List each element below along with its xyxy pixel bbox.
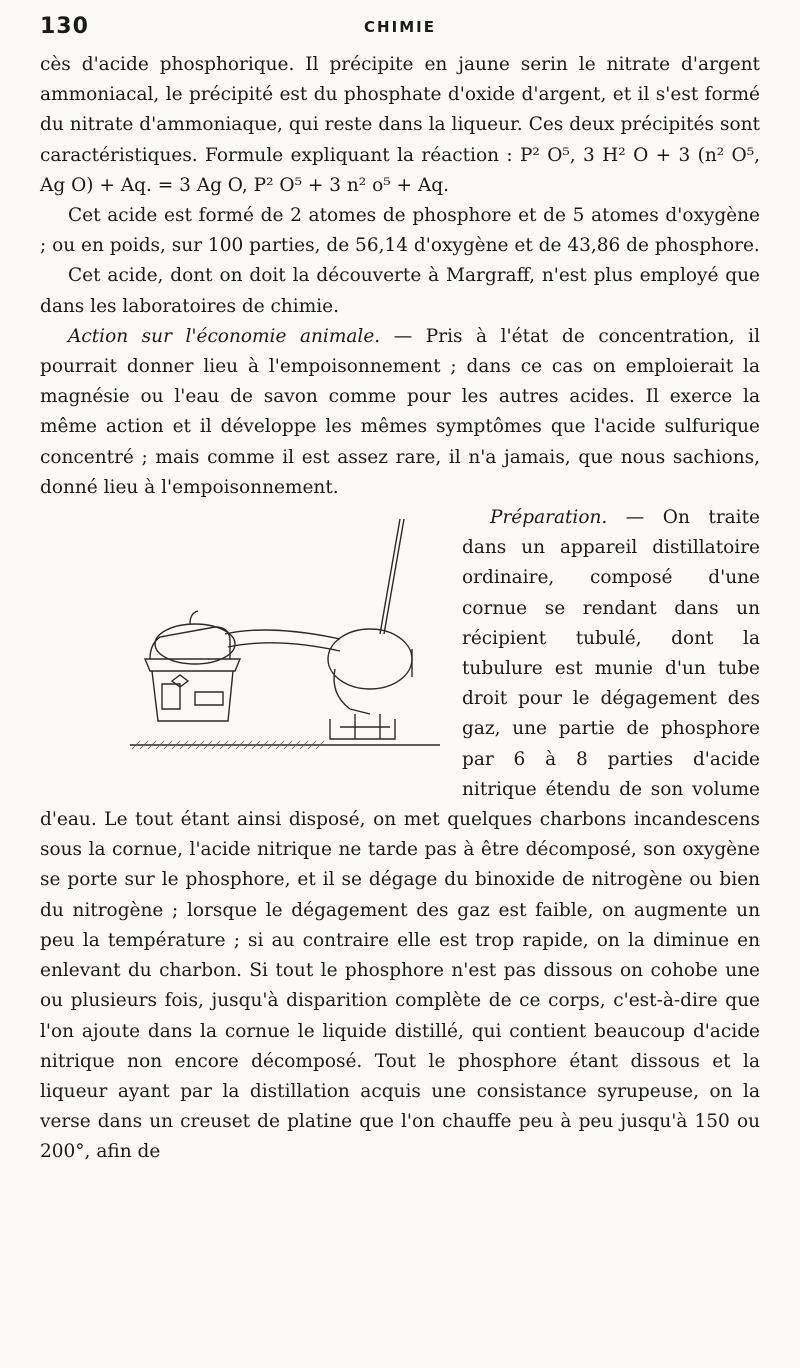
running-head: CHIMIE [364, 18, 436, 36]
section-heading-action: Action sur l'économie animale. [68, 325, 381, 347]
page-body [40, 50, 760, 1168]
paragraph-action [40, 322, 760, 503]
paragraph-discovery: Cet acide, dont on doit la découverte à Margraff, n'est plus employé que dans les laboratoires de chimie. [40, 265, 760, 317]
page-header [40, 14, 760, 46]
paragraph-action-text: — Pris à l'état de concentration, il pourrait donner lieu à l'empoisonnement ; dans ce cas on emploierait la magnésie ou l'eau de savon comme pour les autres acides. Il exerce la même action et il développe les mêmes symptômes que l'acide sulfurique concentré ; mais comme il est assez rare, il n'a jamais, que nous sachions, donné lieu à l'empoisonnement. [40, 325, 761, 498]
paragraph-preparation-text: — On traite dans un appareil distillatoire ordinaire, composé d'une cornue se rendant dans un récipient tubulé, dont la tubulure est munie d'un tube droit pour le dégagement des gaz, une partie de phosphore par 6 à 8 parties d'acide nitrique étendu de son volume d'eau. Le tout étant ainsi disposé, on met quelques charbons incandescens sous la cornue, l'acide nitrique ne tarde pas à être décomposé, son oxygène se porte sur le phosphore, et il se dégage du binoxide de nitrogène ou bien du nitrogène ; lorsque le dégagement des gaz est faible, on augmente un peu la température ; si au contraire elle est trop rapide, on la diminue en enlevant du charbon. Si tout le phosphore n'est pas dissous on cohobe une ou plusieurs fois, jusqu'à disparition complète de ce corps, c'est-à-dire que l'on ajoute dans la cornue le liquide distillé, qui contient beaucoup d'acide nitrique non encore décomposé. Tout le phosphore étant dissous et la liqueur ayant par la distillation acquis une consistance syrupeuse, on la verse dans un creuset de platine que l'on chauffe peu à peu jusqu'à 150 ou 200°, afin de [40, 507, 760, 1163]
distillation-apparatus-icon [40, 509, 450, 797]
section-heading-preparation: Préparation. [490, 507, 608, 529]
paragraph-preparation [40, 503, 760, 1167]
page-number: 130 [40, 14, 89, 39]
paragraph-composition: Cet acide est formé de 2 atomes de phosphore et de 5 atomes d'oxygène ; ou en poids, sur 100 parties, de 56,14 d'oxygène et de 43,86 de phosphore. [40, 205, 760, 257]
paragraph-continuation: cès d'acide phosphorique. Il précipite en jaune serin le nitrate d'argent ammoniacal, le précipité est du phosphate d'oxide d'argent, et il s'est formé du nitrate d'ammoniaque, qui reste dans la liqueur. Ces deux précipités sont caractéristiques. Formule expliquant la réaction : P² O⁵, 3 H² O + 3 (n² O⁵, Ag O) + Aq. = 3 Ag O, P² O⁵ + 3 n² o⁵ + Aq. [40, 54, 760, 196]
